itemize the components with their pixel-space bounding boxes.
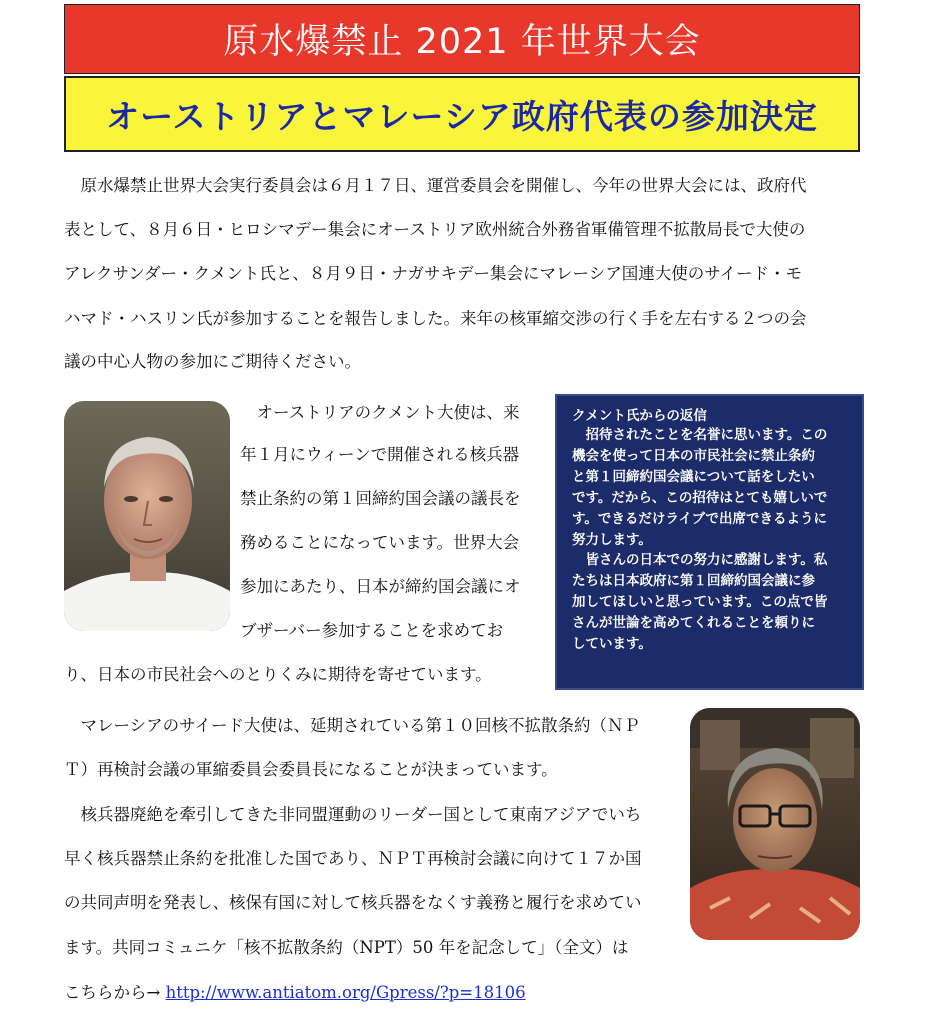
syed-photo xyxy=(690,708,860,940)
malaysia-line: Ｔ）再検討会議の軍縮委員会委員長になることが決まっています。 xyxy=(64,760,558,779)
reply-line: 加してほしいと思っています。この点で皆 xyxy=(572,594,828,611)
link-prefix: こちらから→ xyxy=(64,983,166,1002)
subtitle-banner xyxy=(64,76,860,152)
malaysia-line: 早く核兵器禁止条約を批准した国であり、ＮＰＴ再検討会議に向けて１７か国 xyxy=(64,849,642,868)
reply-box xyxy=(557,396,862,688)
reply-title: クメント氏からの返信 xyxy=(572,408,707,424)
kmentt-photo xyxy=(64,401,230,631)
reply-line: 機会を使って日本の市民社会に禁止条約 xyxy=(572,447,815,464)
reply-line: です。だから、この招待はとても嬉しいで xyxy=(572,489,828,506)
page-subtitle: オーストリアとマレーシア政府代表の参加決定 xyxy=(106,96,818,136)
malaysia-line: の共同声明を発表し、核保有国に対して核兵器をなくす義務と履行を求めてい xyxy=(64,893,642,912)
malaysia-line: ます。共同コミュニケ「核不拡散条約（NPT）50 年を記念して」（全文）は xyxy=(64,938,629,957)
austria-line: 務めることになっています。世界大会 xyxy=(240,533,520,552)
reply-line: 皆さんの日本での努力に感謝します。私 xyxy=(572,552,828,569)
austria-line: 参加にあたり、日本が締約国会議にオ xyxy=(240,577,521,596)
title-banner xyxy=(64,4,860,74)
reply-line: 努力します。 xyxy=(572,531,652,548)
malaysia-link-line xyxy=(64,983,526,1003)
malaysia-line: マレーシアのサイード大使は、延期されている第１０回核不拡散条約（ＮＰ xyxy=(64,716,641,735)
austria-line: 禁止条約の第１回締約国会議の議長を xyxy=(240,489,521,508)
intro-line: 議の中心人物の参加にご期待ください。 xyxy=(64,352,361,371)
austria-line: り、日本の市民社会へのとりくみに期待を寄せています。 xyxy=(64,665,492,684)
intro-line: ハマド・ハスリン氏が参加することを報告しました。来年の核軍縮交渉の行く手を左右する２つの会 xyxy=(64,309,807,328)
reply-line: たちは日本政府に第１回締約国会議に参 xyxy=(572,573,815,590)
reply-line: す。できるだけライブで出席できるように xyxy=(572,510,828,527)
austria-line: オーストリアのクメント大使は、来 xyxy=(240,403,520,422)
intro-line: アレクサンダー・クメント氏と、８月９日・ナガサキデー集会にマレーシア国連大使のサイード・モ xyxy=(64,264,803,283)
intro-line: 表として、８月６日・ヒロシマデー集会にオーストリア欧州統合外務省軍備管理不拡散局長で大使の xyxy=(64,220,806,239)
intro-line: 原水爆禁止世界大会実行委員会は６月１７日、運営委員会を開催し、今年の世界大会には、政府代 xyxy=(64,176,807,195)
reply-line: と第１回締約国会議について話をしたい xyxy=(572,468,815,485)
page-title: 原水爆禁止 2021 年世界大会 xyxy=(223,22,701,62)
malaysia-line: 核兵器廃絶を牽引してきた非同盟運動のリーダー国として東南アジアでいち xyxy=(64,805,642,824)
austria-line: 年１月にウィーンで開催される核兵器 xyxy=(240,445,520,464)
reply-line: さんが世論を高めてくれることを頼りに xyxy=(572,615,815,632)
austria-line: ブザーバー参加することを求めてお xyxy=(240,621,504,640)
communique-link[interactable]: http://www.antiatom.org/Gpress/?p=18106 xyxy=(165,983,526,1002)
reply-line: しています。 xyxy=(572,636,652,653)
reply-line: 招待されたことを名誉に思います。この xyxy=(572,427,828,443)
